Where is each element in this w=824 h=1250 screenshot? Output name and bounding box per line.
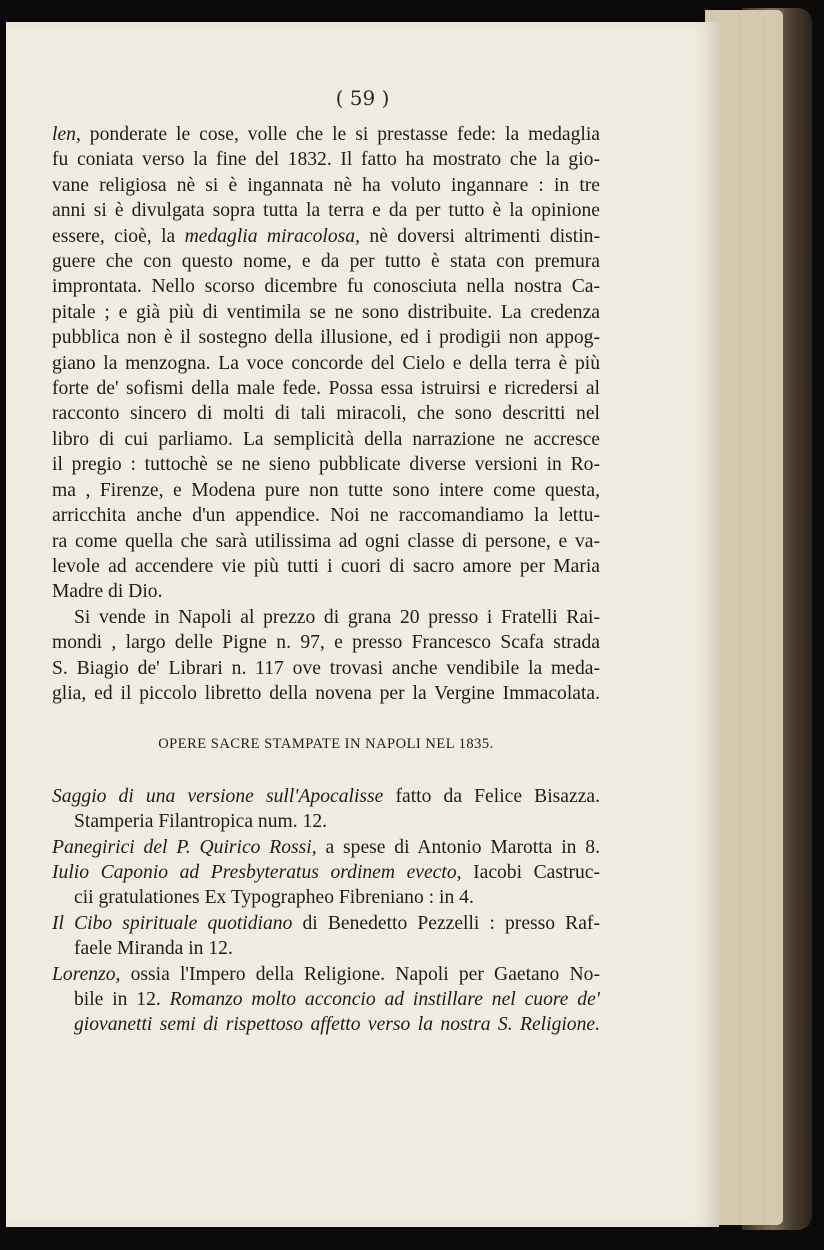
entry-line: giovanetti semi di rispettoso affetto verso la nostra S. Religione.	[74, 1014, 600, 1036]
entry-line: Lorenzo, ossia l'Impero della Religione. Napoli per Gaetano No-	[52, 963, 600, 985]
text-line: giano la menzogna. La voce concorde del Cielo e della terra è più	[52, 352, 600, 374]
entry-line: faele Miranda in 12.	[74, 938, 233, 960]
text-line: pitale ; e già più di ventimila se ne sono distribuite. La credenza	[52, 301, 600, 323]
entry-line: cii gratulationes Ex Typographeo Fibreniano : in 4.	[74, 887, 474, 909]
text-line: libro di cui parliamo. La semplicità della narrazione ne accresce	[52, 428, 600, 450]
page-body	[52, 122, 600, 1038]
text-line: vane religiosa nè si è ingannata nè ha voluto ingannare : in tre	[52, 174, 600, 196]
text-line: arricchita anche d'un appendice. Noi ne raccomandiamo la lettu-	[52, 505, 600, 527]
text-line: anni si è divulgata sopra tutta la terra e da per tutto è la opinione	[52, 200, 600, 222]
sale-line: S. Biagio de' Librari n. 117 ove trovasi anche vendibile la meda-	[52, 657, 600, 679]
text-line: fu coniata verso la fine del 1832. Il fatto ha mostrato che la gio-	[52, 149, 600, 171]
entry-line: Il Cibo spirituale quotidiano di Benedetto Pezzelli : presso Raf-	[52, 912, 600, 934]
text-line: racconto sincero di molti di tali miracoli, che sono descritti nel	[52, 403, 600, 425]
text-line: levole ad accendere vie più tutti i cuori di sacro amore per Maria	[52, 555, 600, 577]
text-line: forte de' sofismi della male fede. Possa essa istruirsi e ricredersi al	[52, 378, 600, 400]
entry-line: bile in 12. Romanzo molto acconcio ad instillare nel cuore de'	[74, 989, 600, 1010]
section-heading: OPERE SACRE STAMPATE IN NAPOLI NEL 1835.	[158, 736, 494, 753]
text-line: pubblica non è il sostegno della illusione, ed i prodigii non appog-	[52, 327, 600, 349]
page	[6, 22, 719, 1227]
sale-line: Si vende in Napoli al prezzo di grana 20 presso i Fratelli Rai-	[74, 606, 600, 628]
entry-line: Iulio Caponio ad Presbyteratus ordinem evecto, Iacobi Castruc-	[52, 861, 600, 883]
sale-line: mondi , largo delle Pigne n. 97, e presso Francesco Scafa strada	[52, 632, 600, 654]
text-line: improntata. Nello scorso dicembre fu conosciuta nella nostra Ca-	[52, 276, 600, 298]
text-line: il pregio : tuttochè se ne sieno pubblicate diverse versioni in Ro-	[52, 454, 600, 476]
text-line: ra come quella che sarà utilissima ad ogni classe di persone, e va-	[52, 530, 600, 552]
page-number: ( 59 )	[335, 86, 390, 110]
entry-line: Panegirici del P. Quirico Rossi, a spese di Antonio Marotta in 8.	[52, 836, 600, 858]
text-line: len, ponderate le cose, volle che le si prestasse fede: la medaglia	[52, 124, 600, 145]
text-line: Madre di Dio.	[52, 581, 163, 603]
text-line: ma , Firenze, e Modena pure non tutte sono intere come questa,	[52, 479, 600, 501]
entry-line: Saggio di una versione sull'Apocalisse fatto da Felice Bisazza.	[52, 785, 600, 807]
entry-line: Stamperia Filantropica num. 12.	[74, 811, 328, 833]
sale-line: glia, ed il piccolo libretto della novena per la Vergine Immacolata.	[52, 682, 600, 704]
text-line: guere che con questo nome, e da per tutto è stata con premura	[52, 251, 600, 273]
text-line: essere, cioè, la medaglia miracolosa, nè doversi altrimenti distin-	[52, 225, 600, 247]
